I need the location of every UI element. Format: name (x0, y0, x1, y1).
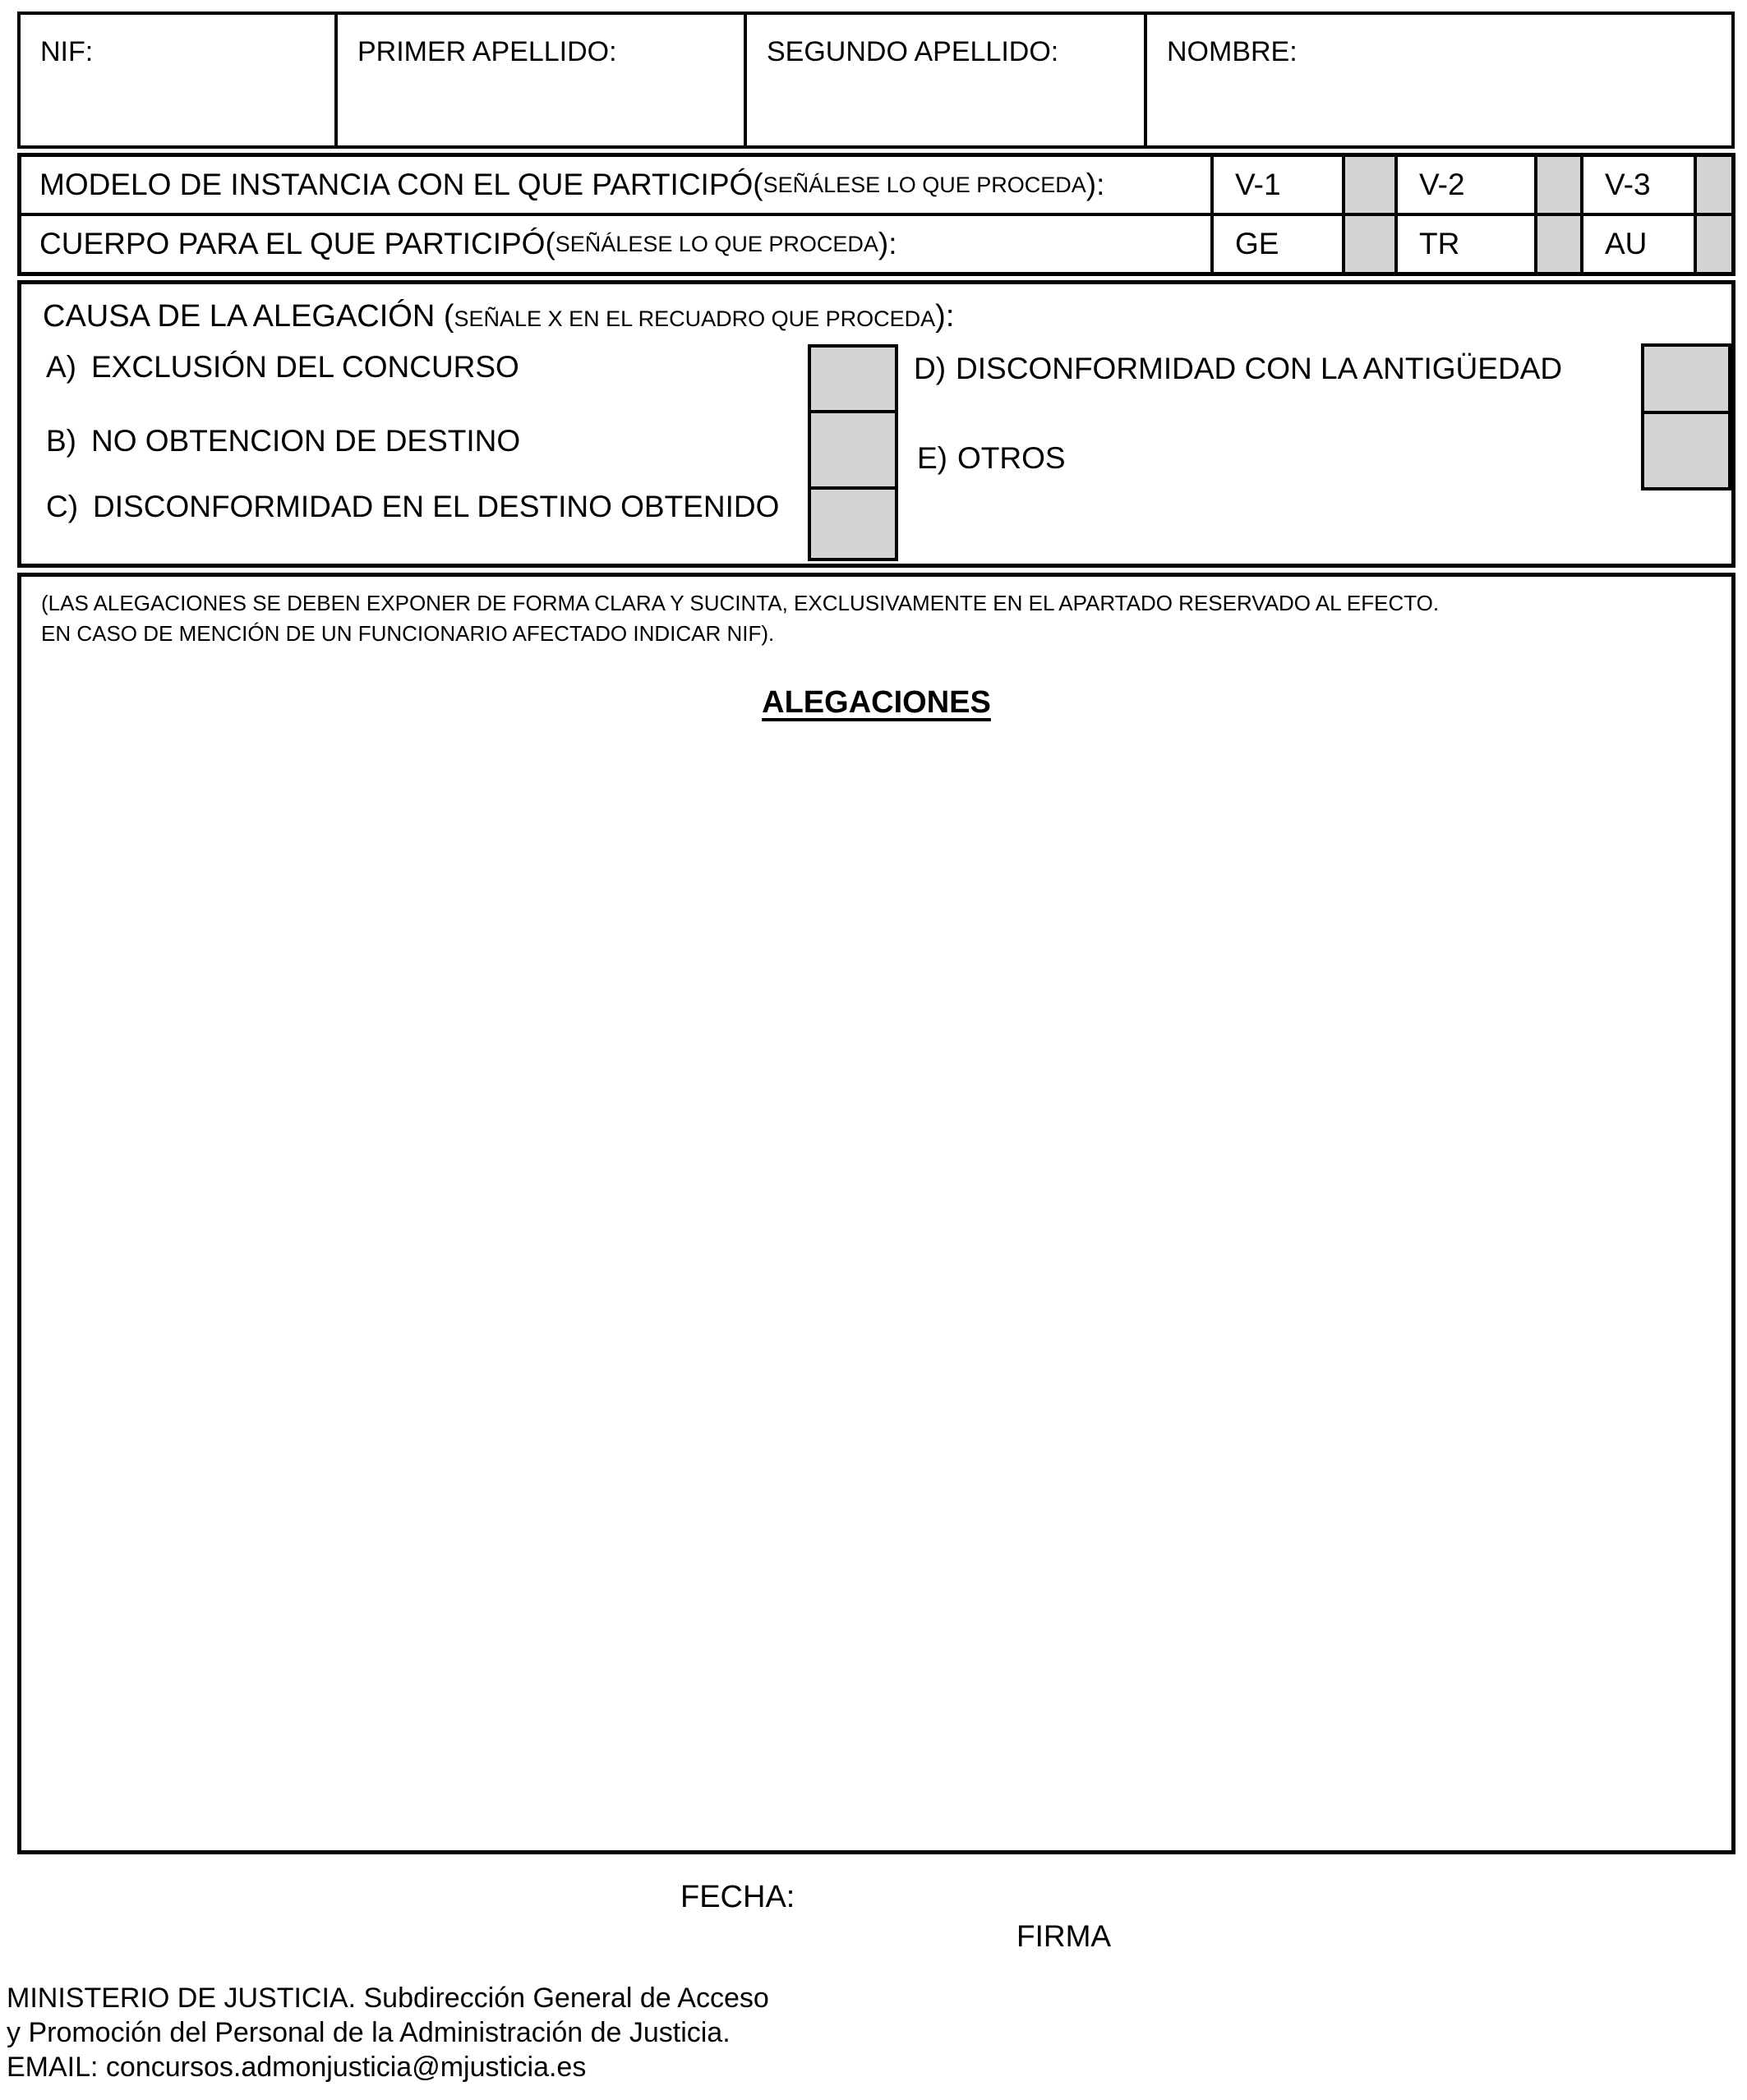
option-tr-label-cell (1394, 216, 1534, 272)
paren-close: ): (878, 227, 897, 260)
alegaciones-note-line1: (LAS ALEGACIONES SE DEBEN EXPONER DE FORMA CLARA Y SUCINTA, EXCLUSIVAMENTE EN EL APARTADO RESERVADO AL EFECTO. (41, 591, 1440, 615)
cuerpo-label (21, 216, 1210, 272)
checkbox-causa-d[interactable] (1641, 343, 1731, 414)
option-v1-label: V-1 (1235, 168, 1281, 201)
option-au-label-cell (1580, 216, 1694, 272)
causa-option-c-label: DISCONFORMIDAD EN EL DESTINO OBTENIDO (93, 490, 780, 523)
causa-section (17, 280, 1735, 568)
checkbox-causa-e[interactable] (1641, 411, 1731, 490)
causa-checkbox-stack-de (1641, 343, 1731, 490)
checkbox-au[interactable] (1694, 216, 1731, 272)
nif-field[interactable] (21, 15, 334, 145)
causa-option-d-label: DISCONFORMIDAD CON LA ANTIGÜEDAD (956, 352, 1563, 385)
modelo-instancia-label (21, 157, 1210, 213)
checkbox-causa-a[interactable] (808, 344, 898, 413)
causa-option-b-label: NO OBTENCION DE DESTINO (91, 424, 521, 458)
footer-line-email: EMAIL: concursos.admonjusticia@mjusticia.es (7, 2051, 587, 2083)
causa-checkbox-stack-abc (808, 344, 898, 561)
causa-option-c (46, 490, 779, 524)
checkbox-v2[interactable] (1534, 157, 1580, 213)
nombre-label: NOMBRE: (1167, 36, 1298, 67)
alegaciones-section[interactable] (17, 573, 1735, 1854)
causa-option-e (917, 441, 1066, 476)
causa-title (43, 299, 954, 334)
causa-option-a-letter: A) (46, 350, 76, 384)
paren-open: ( (443, 299, 454, 334)
option-v2-label-cell (1394, 157, 1534, 213)
causa-title-main: CAUSA DE LA ALEGACIÓN (43, 299, 444, 334)
checkbox-ge[interactable] (1342, 216, 1394, 272)
firma-label: FIRMA (1016, 1919, 1112, 1953)
checkbox-causa-b[interactable] (808, 410, 898, 490)
causa-option-e-label: OTROS (957, 441, 1066, 475)
option-v3-label-cell (1580, 157, 1694, 213)
paren-close: ): (935, 299, 955, 334)
causa-title-paren: SEÑALE X EN EL RECUADRO QUE PROCEDA (454, 306, 936, 331)
paren-close: ): (1086, 168, 1105, 201)
nif-label: NIF: (40, 36, 94, 67)
checkbox-causa-c[interactable] (808, 486, 898, 561)
footer-line-department: y Promoción del Personal de la Administración de Justicia. (7, 2016, 731, 2048)
cuerpo-label-main: CUERPO PARA EL QUE PARTICIPÓ (39, 227, 546, 260)
cuerpo-row (21, 213, 1731, 272)
modelo-label-main: MODELO DE INSTANCIA CON EL QUE PARTICIPÓ (39, 168, 754, 201)
causa-option-c-letter: C) (46, 490, 79, 523)
segundo-apellido-label: SEGUNDO APELLIDO: (767, 36, 1059, 67)
option-ge-label: GE (1235, 227, 1279, 260)
option-au-label: AU (1605, 227, 1648, 260)
alegaciones-heading: ALEGACIONES (762, 685, 991, 720)
cuerpo-label-paren: SEÑÁLESE LO QUE PROCEDA (555, 231, 878, 256)
primer-apellido-field[interactable] (334, 15, 744, 145)
primer-apellido-label: PRIMER APELLIDO: (357, 36, 617, 67)
option-v3-label: V-3 (1605, 168, 1651, 201)
checkbox-tr[interactable] (1534, 216, 1580, 272)
paren-open: ( (545, 227, 555, 260)
nombre-field[interactable] (1144, 15, 1731, 145)
option-ge-label-cell (1210, 216, 1342, 272)
causa-option-d-letter: D) (914, 352, 947, 385)
segundo-apellido-field[interactable] (744, 15, 1144, 145)
personal-data-row (17, 12, 1735, 149)
checkbox-v1[interactable] (1342, 157, 1394, 213)
option-v1-label-cell (1210, 157, 1342, 213)
footer (7, 1982, 769, 2084)
checkbox-v3[interactable] (1694, 157, 1731, 213)
participation-section (17, 153, 1735, 276)
causa-option-d (914, 352, 1562, 386)
causa-option-a (46, 350, 519, 385)
modelo-instancia-row (21, 157, 1731, 213)
footer-line-ministry: MINISTERIO DE JUSTICIA. Subdirección General de Acceso (7, 1983, 769, 2014)
causa-option-b-letter: B) (46, 424, 76, 458)
paren-open: ( (753, 168, 763, 201)
alegaciones-note (41, 588, 1439, 649)
option-tr-label: TR (1419, 227, 1460, 260)
causa-option-b (46, 424, 520, 458)
option-v2-label: V-2 (1419, 168, 1465, 201)
fecha-label: FECHA: (680, 1880, 795, 1914)
modelo-label-paren: SEÑÁLESE LO QUE PROCEDA (763, 172, 1086, 197)
causa-option-e-letter: E) (917, 441, 947, 475)
alegaciones-note-line2: EN CASO DE MENCIÓN DE UN FUNCIONARIO AFECTADO INDICAR NIF). (41, 620, 775, 646)
causa-option-a-label: EXCLUSIÓN DEL CONCURSO (91, 350, 519, 384)
